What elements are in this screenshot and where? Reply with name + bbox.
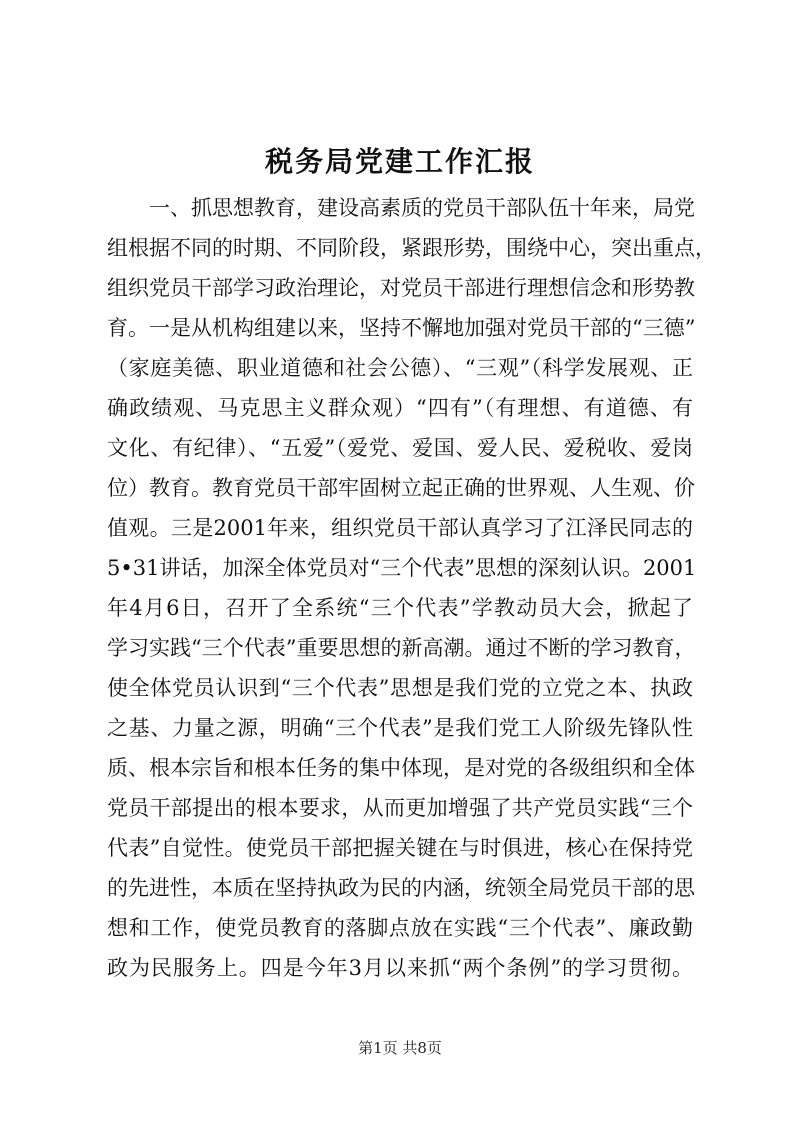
paragraph-line: （家庭美德、职业道德和社会公德）、“三观”（科学发展观、正 xyxy=(107,356,693,380)
paragraph-line: 确政绩观、马克思主义群众观）“四有”（有理想、有道德、有 xyxy=(107,396,693,420)
paragraph-line: 位）教育。教育党员干部牢固树立起正确的世界观、人生观、价 xyxy=(107,476,695,500)
paragraph-line: 政为民服务上。四是今年3月以来抓“两个条例”的学习贯彻。 xyxy=(107,956,693,980)
paragraph-line: 一、抓思想教育，建设高素质的党员干部队伍十年来，局党 xyxy=(149,196,695,220)
paragraph-line: 代表”自觉性。使党员干部把握关键在与时俱进，核心在保持党 xyxy=(107,836,693,860)
paragraph-line: 之基、力量之源，明确“三个代表”是我们党工人阶级先锋队性 xyxy=(107,716,693,740)
paragraph-line: 质、根本宗旨和根本任务的集中体现，是对党的各级组织和全体 xyxy=(107,756,695,780)
paragraph-line: 5•31讲话，加深全体党员对“三个代表”思想的深刻认识。2001 xyxy=(107,556,697,580)
paragraph-line: 育。一是从机构组建以来，坚持不懈地加强对党员干部的“三德” xyxy=(107,316,696,340)
paragraph-line: 值观。三是2001年来，组织党员干部认真学习了江泽民同志的 xyxy=(107,516,693,540)
paragraph-line: 学习实践“三个代表”重要思想的新高潮。通过不断的学习教育， xyxy=(107,636,696,660)
paragraph-line: 党员干部提出的根本要求，从而更加增强了共产党员实践“三个 xyxy=(107,796,693,820)
document-title: 税务局党建工作汇报 xyxy=(264,145,535,178)
paragraph-line: 使全体党员认识到“三个代表”思想是我们党的立党之本、执政 xyxy=(107,676,693,700)
paragraph-line: 的先进性，本质在坚持执政为民的内涵，统领全局党员干部的思 xyxy=(107,876,695,900)
paragraph-line: 组织党员干部学习政治理论，对党员干部进行理想信念和形势教 xyxy=(107,276,695,300)
paragraph-line: 文化、有纪律）、“五爱”（爱党、爱国、爱人民、爱税收、爱岗 xyxy=(107,436,693,460)
paragraph-line: 组根据不同的时期、不同阶段，紧跟形势，围绕中心，突出重点， xyxy=(107,236,716,260)
paragraph-line: 想和工作，使党员教育的落脚点放在实践“三个代表”、廉政勤 xyxy=(107,916,693,940)
page-number: 第1页 共8页 xyxy=(358,1039,442,1057)
paragraph-line: 年4月6日，召开了全系统“三个代表”学教动员大会，掀起了 xyxy=(107,596,693,620)
